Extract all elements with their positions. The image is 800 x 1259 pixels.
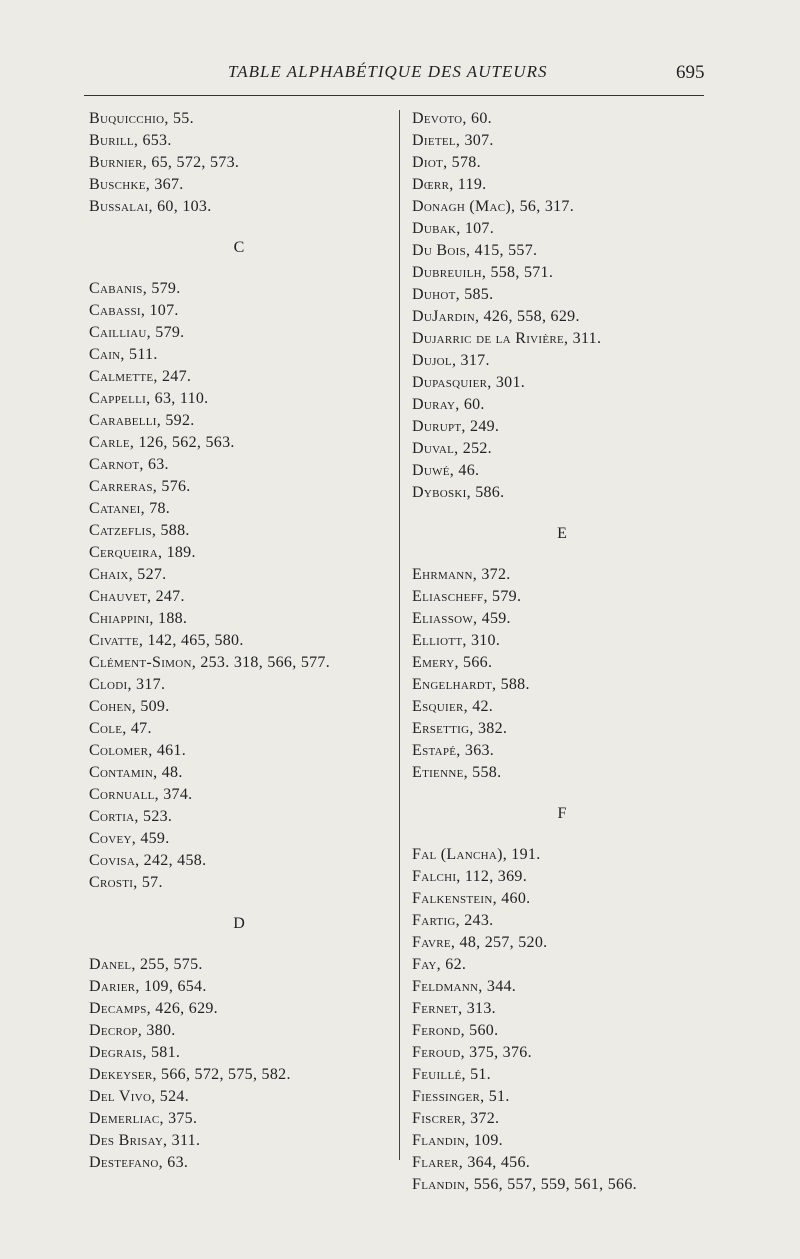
index-entry: Du Bois, 415, 557. xyxy=(412,242,538,259)
index-entry: Destefano, 63. xyxy=(89,1154,189,1171)
index-entry: Duval, 252. xyxy=(412,440,492,457)
index-entry: Cabanis, 579. xyxy=(89,280,181,297)
index-entry: Calmette, 247. xyxy=(89,368,192,385)
index-entry: Chauvet, 247. xyxy=(89,588,185,605)
index-entry: Fay, 62. xyxy=(412,956,467,973)
index-entry: Engelhardt, 588. xyxy=(412,676,530,693)
index-entry: Flarer, 364, 456. xyxy=(412,1154,531,1171)
index-entry: Feroud, 375, 376. xyxy=(412,1044,532,1061)
index-entry: Elliott, 310. xyxy=(412,632,501,649)
index-entry: Clodi, 317. xyxy=(89,676,166,693)
index-column-left xyxy=(89,108,389,1174)
index-entry: Fartig, 243. xyxy=(412,912,494,929)
index-entry: Covisa, 242, 458. xyxy=(89,852,207,869)
page-number: 695 xyxy=(676,62,705,83)
column-divider xyxy=(399,110,400,1160)
index-entry: Feldmann, 344. xyxy=(412,978,517,995)
index-entry: Cole, 47. xyxy=(89,720,152,737)
index-entry: Falchi, 112, 369. xyxy=(412,868,528,885)
index-entry: Duwé, 46. xyxy=(412,462,480,479)
index-entry: Bussalai, 60, 103. xyxy=(89,198,212,215)
index-entry: Flandin, 556, 557, 559, 561, 566. xyxy=(412,1176,637,1193)
index-entry: Cabassi, 107. xyxy=(89,302,179,319)
index-entry: Fiscrer, 372. xyxy=(412,1110,500,1127)
index-entry: Duray, 60. xyxy=(412,396,485,413)
running-title: TABLE ALPHABÉTIQUE DES AUTEURS xyxy=(228,62,548,81)
index-entry: Dujarric de la Rivière, 311. xyxy=(412,330,602,347)
index-entry: Durupt, 249. xyxy=(412,418,500,435)
index-entry: Fernet, 313. xyxy=(412,1000,496,1017)
index-entry: DuJardin, 426, 558, 629. xyxy=(412,308,580,325)
index-entry: Diot, 578. xyxy=(412,154,481,171)
index-entry: Dœrr, 119. xyxy=(412,176,487,193)
index-entry: Darier, 109, 654. xyxy=(89,978,207,995)
index-entry: Cailliau, 579. xyxy=(89,324,185,341)
index-entry: Covey, 459. xyxy=(89,830,170,847)
section-letter: E xyxy=(557,525,567,542)
index-entry: Falkenstein, 460. xyxy=(412,890,531,907)
index-entry: Dekeyser, 566, 572, 575, 582. xyxy=(89,1066,291,1083)
index-entry: Decamps, 426, 629. xyxy=(89,1000,218,1017)
index-entry: Cain, 511. xyxy=(89,346,158,363)
index-entry: Chiappini, 188. xyxy=(89,610,188,627)
index-entry: Degrais, 581. xyxy=(89,1044,181,1061)
index-entry: Dubak, 107. xyxy=(412,220,495,237)
index-entry: Cortia, 523. xyxy=(89,808,173,825)
index-entry: Buschke, 367. xyxy=(89,176,184,193)
index-entry: Dyboski, 586. xyxy=(412,484,505,501)
index-entry: Fiessinger, 51. xyxy=(412,1088,510,1105)
index-entry: Danel, 255, 575. xyxy=(89,956,203,973)
index-entry: Favre, 48, 257, 520. xyxy=(412,934,548,951)
index-entry: Carreras, 576. xyxy=(89,478,191,495)
index-entry: Demerliac, 375. xyxy=(89,1110,198,1127)
index-entry: Carle, 126, 562, 563. xyxy=(89,434,235,451)
index-entry: Ehrmann, 372. xyxy=(412,566,511,583)
index-entry: Ferond, 560. xyxy=(412,1022,499,1039)
section-letter: C xyxy=(233,239,245,256)
index-entry: Duhot, 585. xyxy=(412,286,494,303)
index-entry: Del Vivo, 524. xyxy=(89,1088,190,1105)
index-entry: Cohen, 509. xyxy=(89,698,170,715)
index-entry: Catzeflis, 588. xyxy=(89,522,190,539)
index-entry: Des Brisay, 311. xyxy=(89,1132,201,1149)
index-entry: Cornuall, 374. xyxy=(89,786,193,803)
index-entry: Eliassow, 459. xyxy=(412,610,511,627)
index-entry: Estapé, 363. xyxy=(412,742,495,759)
page-header xyxy=(0,0,800,100)
section-letter: F xyxy=(557,805,567,822)
index-entry: Dubreuilh, 558, 571. xyxy=(412,264,554,281)
index-entry: Devoto, 60. xyxy=(412,110,492,127)
index-entry: Burnier, 65, 572, 573. xyxy=(89,154,240,171)
index-entry: Catanei, 78. xyxy=(89,500,171,517)
index-entry: Chaix, 527. xyxy=(89,566,167,583)
index-column-right xyxy=(412,108,712,1196)
index-entry: Esquier, 42. xyxy=(412,698,494,715)
index-entry: Clément-Simon, 253. 318, 566, 577. xyxy=(89,654,331,671)
index-entry: Flandin, 109. xyxy=(412,1132,503,1149)
index-entry: Feuillé, 51. xyxy=(412,1066,491,1083)
index-entry: Contamin, 48. xyxy=(89,764,183,781)
index-entry: Etienne, 558. xyxy=(412,764,502,781)
index-entry: Civatte, 142, 465, 580. xyxy=(89,632,244,649)
header-rule xyxy=(84,95,704,96)
index-entry: Colomer, 461. xyxy=(89,742,187,759)
index-entry: Emery, 566. xyxy=(412,654,493,671)
index-entry: Ersettig, 382. xyxy=(412,720,508,737)
index-entry: Fal (Lancha), 191. xyxy=(412,846,541,863)
index-entry: Cerqueira, 189. xyxy=(89,544,196,561)
index-entry: Crosti, 57. xyxy=(89,874,163,891)
section-letter: D xyxy=(233,915,245,932)
index-entry: Carnot, 63. xyxy=(89,456,169,473)
index-entry: Buquicchio, 55. xyxy=(89,110,194,127)
index-entry: Donagh (Mac), 56, 317. xyxy=(412,198,575,215)
index-entry: Cappelli, 63, 110. xyxy=(89,390,209,407)
index-entry: Eliascheff, 579. xyxy=(412,588,522,605)
index-entry: Carabelli, 592. xyxy=(89,412,195,429)
index-entry: Dujol, 317. xyxy=(412,352,490,369)
index-entry: Dietel, 307. xyxy=(412,132,494,149)
index-entry: Decrop, 380. xyxy=(89,1022,176,1039)
index-entry: Burill, 653. xyxy=(89,132,172,149)
index-entry: Dupasquier, 301. xyxy=(412,374,526,391)
